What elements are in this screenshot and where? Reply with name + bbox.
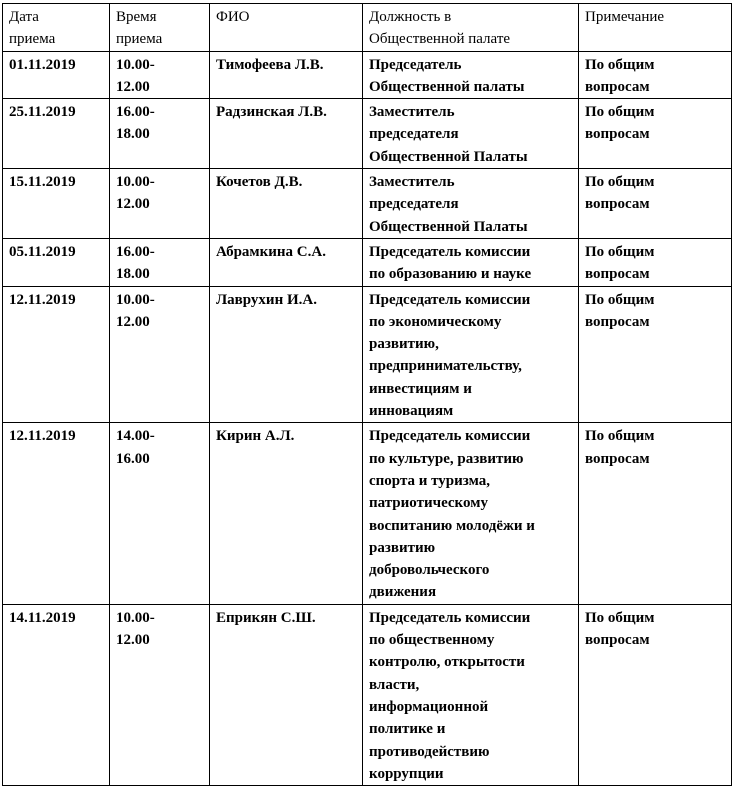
cell-position: Заместитель председателя Общественной Палаты — [363, 99, 579, 169]
cell-time: 10.00- 12.00 — [110, 604, 210, 785]
table-header-row — [3, 4, 732, 52]
cell-date: 14.11.2019 — [3, 604, 110, 785]
table-row — [3, 286, 732, 423]
cell-name: Тимофеева Л.В. — [210, 51, 363, 99]
table-row — [3, 238, 732, 286]
cell-name: Абрамкина С.А. — [210, 238, 363, 286]
cell-date: 01.11.2019 — [3, 51, 110, 99]
cell-note: По общим вопросам — [579, 423, 732, 604]
table-row — [3, 51, 732, 99]
cell-time: 10.00- 12.00 — [110, 286, 210, 423]
cell-name: Кочетов Д.В. — [210, 169, 363, 239]
cell-date: 12.11.2019 — [3, 286, 110, 423]
cell-position: Председатель комиссии по культуре, развитию спорта и туризма, патриотическому воспитанию молодёжи и развитию добровольческого движения — [363, 423, 579, 604]
table-row — [3, 604, 732, 785]
cell-position: Председатель комиссии по общественному контролю, открытости власти, информационной политике и противодействию коррупции — [363, 604, 579, 785]
cell-date: 12.11.2019 — [3, 423, 110, 604]
cell-name: Кирин А.Л. — [210, 423, 363, 604]
cell-note: По общим вопросам — [579, 51, 732, 99]
cell-note: По общим вопросам — [579, 99, 732, 169]
cell-position: Председатель Общественной палаты — [363, 51, 579, 99]
cell-position: Председатель комиссии по образованию и науке — [363, 238, 579, 286]
cell-time: 10.00- 12.00 — [110, 169, 210, 239]
cell-note: По общим вопросам — [579, 604, 732, 785]
cell-time: 16.00- 18.00 — [110, 238, 210, 286]
header-date: Дата приема — [3, 4, 110, 52]
cell-time: 14.00- 16.00 — [110, 423, 210, 604]
header-position: Должность в Общественной палате — [363, 4, 579, 52]
cell-time: 16.00- 18.00 — [110, 99, 210, 169]
cell-date: 15.11.2019 — [3, 169, 110, 239]
cell-name: Лаврухин И.А. — [210, 286, 363, 423]
cell-note: По общим вопросам — [579, 286, 732, 423]
cell-name: Еприкян С.Ш. — [210, 604, 363, 785]
header-name: ФИО — [210, 4, 363, 52]
cell-position: Заместитель председателя Общественной Палаты — [363, 169, 579, 239]
cell-name: Радзинская Л.В. — [210, 99, 363, 169]
table-row — [3, 169, 732, 239]
table-row — [3, 423, 732, 604]
header-note: Примечание — [579, 4, 732, 52]
cell-date: 25.11.2019 — [3, 99, 110, 169]
reception-schedule-table — [2, 3, 732, 786]
table-row — [3, 99, 732, 169]
cell-note: По общим вопросам — [579, 238, 732, 286]
header-time: Время приема — [110, 4, 210, 52]
cell-time: 10.00- 12.00 — [110, 51, 210, 99]
cell-note: По общим вопросам — [579, 169, 732, 239]
cell-date: 05.11.2019 — [3, 238, 110, 286]
cell-position: Председатель комиссии по экономическому развитию, предпринимательству, инвестициям и инновациям — [363, 286, 579, 423]
